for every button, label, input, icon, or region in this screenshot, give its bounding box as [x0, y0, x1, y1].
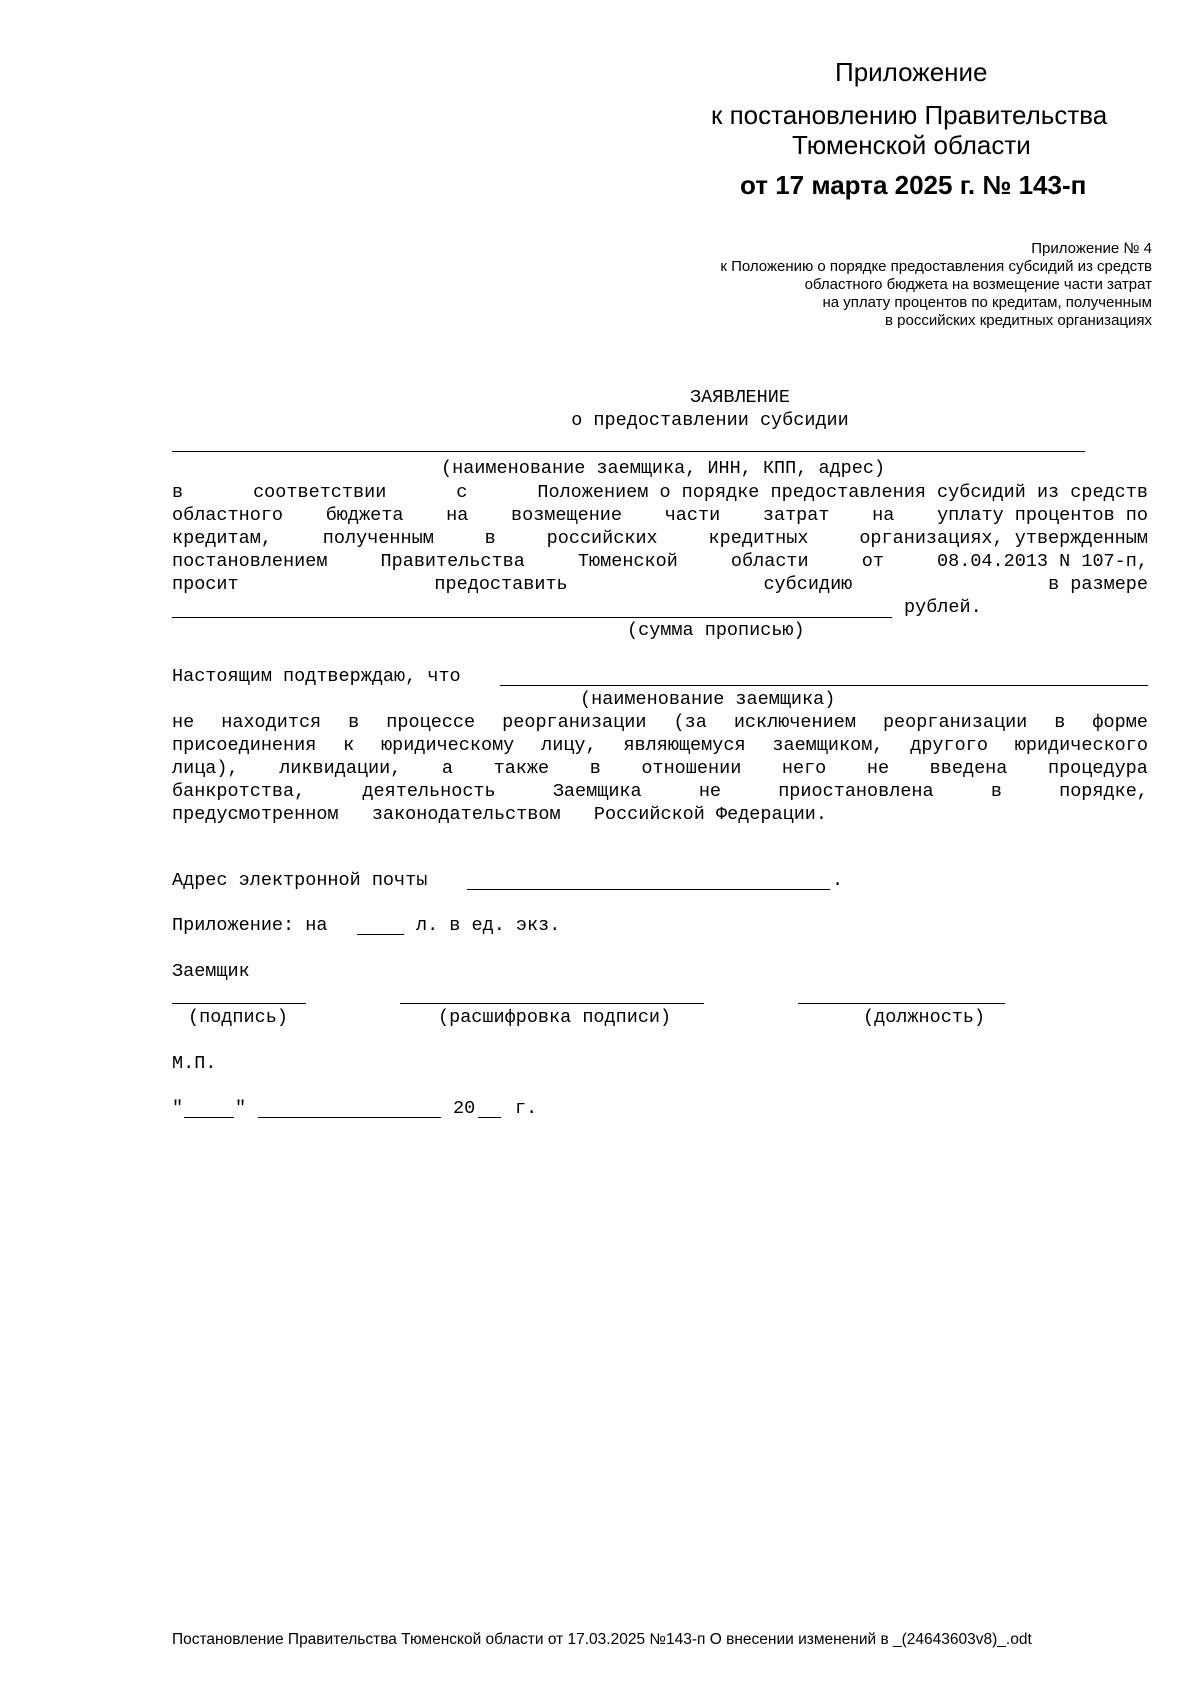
form-subtitle: о предоставлении субсидии	[571, 410, 849, 431]
word: в	[1054, 712, 1066, 733]
date-day-field[interactable]	[184, 1117, 234, 1118]
sum-caption: (сумма прописью)	[627, 620, 805, 641]
word: соответствии	[253, 482, 387, 503]
borrower-name-caption: (наименование заемщика)	[580, 689, 836, 710]
word: постановлением	[172, 551, 328, 572]
word: Положением о порядке предоставления субсидий из средств	[537, 482, 1148, 503]
decree-date: от 17 марта 2025 г. № 143-п	[740, 170, 1087, 200]
word: части	[664, 505, 721, 526]
word: на	[872, 505, 895, 526]
email-end-dot: .	[832, 870, 844, 891]
email-field[interactable]	[467, 889, 830, 890]
word: (за	[673, 712, 707, 733]
word: деятельность	[362, 781, 496, 802]
word: российских	[546, 528, 658, 549]
word: кредитам,	[172, 528, 272, 549]
word: в	[990, 781, 1002, 802]
attachments-pages-field[interactable]	[357, 934, 404, 935]
word: него	[781, 758, 827, 779]
word: процессе	[386, 712, 476, 733]
application-line-1	[172, 481, 1148, 504]
word: лица),	[172, 758, 239, 779]
word: лицу,	[541, 735, 597, 756]
appendix-title: Приложение	[835, 57, 988, 87]
word: заемщиком,	[772, 735, 884, 756]
attachments-prefix: Приложение: на	[172, 915, 328, 936]
form-title: ЗАЯВЛЕНИЕ	[690, 387, 790, 408]
word: юридического	[1014, 735, 1148, 756]
application-line-5	[172, 573, 1148, 596]
word: не	[698, 781, 722, 802]
borrower-info-caption: (наименование заемщика, ИНН, КПП, адрес)	[441, 458, 886, 479]
word: введена	[929, 758, 1008, 779]
word: находится	[221, 712, 322, 733]
word: исключением	[733, 712, 856, 733]
decree-reference-line1: к постановлению Правительства	[711, 100, 1108, 130]
application-line-3	[172, 527, 1148, 550]
borrower-name-line[interactable]	[500, 685, 1148, 686]
word: присоединения	[172, 735, 317, 756]
word: на	[446, 505, 469, 526]
date-year-prefix: 20	[453, 1098, 476, 1119]
word: не	[172, 712, 195, 733]
footer-document-reference: Постановление Правительства Тюменской области от 17.03.2025 №143-п О внесении изменений в _(24643603v8)_.odt	[172, 1631, 1032, 1648]
paragraph-confirmation-last-line: предусмотренном законодательством Российской Федерации.	[172, 804, 828, 825]
word: бюджета	[325, 505, 404, 526]
word: отношении	[641, 758, 742, 779]
word: форме	[1092, 712, 1148, 733]
word: в	[172, 482, 184, 503]
word: областного	[172, 505, 284, 526]
position-line[interactable]	[798, 1003, 1005, 1004]
decree-reference-line2: Тюменской области	[792, 130, 1031, 160]
word: не	[866, 758, 890, 779]
word: в	[484, 528, 496, 549]
confirm-prefix: Настоящим подтверждаю, что	[172, 666, 461, 687]
date-year-suffix: г.	[515, 1098, 538, 1119]
attachment-line3: на уплату процентов по кредитам, полученным	[822, 294, 1152, 311]
word: с	[456, 482, 468, 503]
word: в	[589, 758, 601, 779]
word: субсидию	[763, 574, 853, 595]
application-line-4	[172, 550, 1148, 573]
word: реорганизации	[502, 712, 647, 733]
word: порядке,	[1059, 781, 1148, 802]
word: затрат	[762, 505, 830, 526]
email-label: Адрес электронной почты	[172, 870, 428, 891]
word: процедура	[1047, 758, 1148, 779]
date-quote-close: "	[235, 1098, 247, 1119]
confirmation-line-2	[172, 734, 1148, 757]
word: в	[348, 712, 360, 733]
application-line-2	[172, 504, 1148, 527]
word: реорганизации	[882, 712, 1028, 733]
attachment-number: Приложение № 4	[1031, 240, 1152, 257]
attachment-line1: к Положению о порядке предоставления субсидий из средств	[720, 258, 1152, 275]
signature-decoding-line[interactable]	[400, 1003, 704, 1004]
word: ликвидации,	[279, 758, 402, 779]
word: области	[730, 551, 809, 572]
word: Заемщика	[552, 781, 642, 802]
borrower-label: Заемщик	[172, 961, 250, 982]
borrower-info-line[interactable]	[172, 451, 1085, 452]
attachment-line2: областного бюджета на возмещение части затрат	[804, 276, 1152, 293]
word: к	[343, 735, 355, 756]
word: являющемуся	[623, 735, 746, 756]
word: организациях, утвержденным	[859, 528, 1148, 549]
signature-caption: (подпись)	[188, 1007, 288, 1028]
position-caption: (должность)	[863, 1007, 986, 1028]
word: возмещение	[510, 505, 623, 526]
word: также	[493, 758, 550, 779]
attachments-suffix: л. в ед. экз.	[416, 915, 561, 936]
word: в размере	[1048, 574, 1148, 595]
word: 08.04.2013 N 107-п,	[937, 551, 1148, 572]
word: полученным	[322, 528, 434, 549]
word: а	[441, 758, 454, 779]
date-month-field[interactable]	[258, 1117, 441, 1118]
word: уплату процентов по	[937, 505, 1148, 526]
word: кредитных	[708, 528, 809, 549]
word: предоставить	[434, 574, 568, 595]
word: приостановлена	[778, 781, 934, 802]
sum-in-words-line[interactable]	[172, 617, 892, 618]
confirmation-line-1	[172, 711, 1148, 734]
date-year-field[interactable]	[478, 1117, 501, 1118]
confirmation-line-3	[172, 757, 1148, 780]
seal-label: М.П.	[172, 1053, 217, 1074]
signature-decoding-caption: (расшифровка подписи)	[438, 1007, 672, 1028]
word: юридическому	[381, 735, 515, 756]
word: просит	[172, 574, 239, 595]
signature-line[interactable]	[172, 1003, 306, 1004]
date-quote-open: "	[172, 1098, 184, 1119]
confirmation-line-4	[172, 780, 1148, 803]
word: другого	[910, 735, 988, 756]
word: Тюменской	[577, 551, 678, 572]
word: банкротства,	[172, 781, 306, 802]
attachment-line4: в российских кредитных организациях	[885, 312, 1152, 329]
word: от	[861, 551, 884, 572]
rubles-label: рублей.	[904, 597, 982, 618]
word: Правительства	[380, 551, 525, 572]
